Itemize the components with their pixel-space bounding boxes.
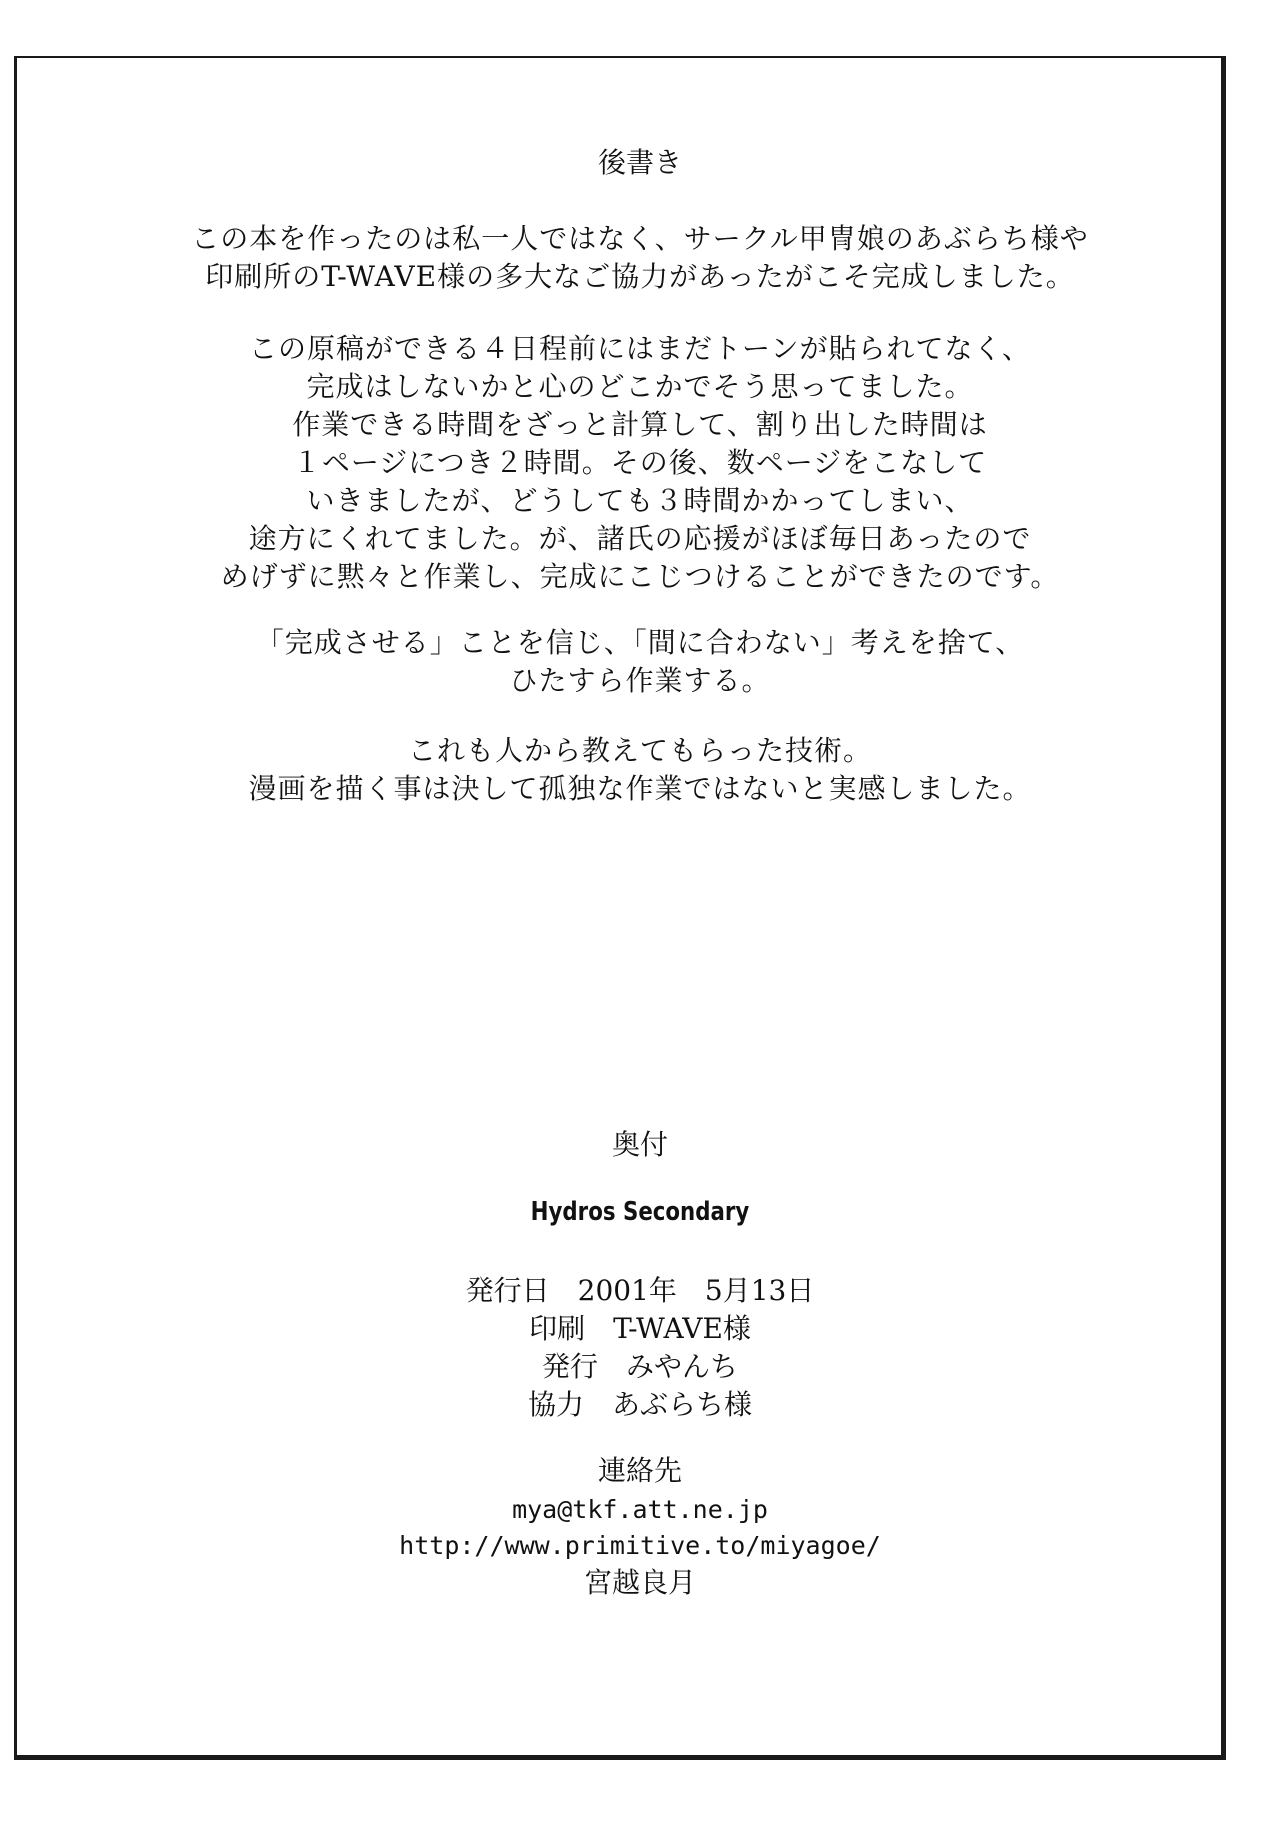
paragraph-line: 印刷所のT-WAVE様の多大なご協力があったがこそ完成しました。 (205, 260, 1075, 293)
paragraph-line: この本を作ったのは私一人ではなく、サークル甲冑娘のあぶらち様や (191, 222, 1089, 255)
paragraph-line: いきましたが、どうしても３時間かかってしまい、 (306, 484, 974, 517)
release-date-line: 発行日 2001年 5月13日 (465, 1274, 815, 1307)
paragraph-line: 完成はしないかと心のどこかでそう思ってました。 (306, 370, 974, 403)
paragraph-line: ひたすら作業する。 (509, 664, 771, 697)
cooperation-line: 協力 あぶらち様 (527, 1388, 752, 1421)
afterword-paragraph-3 (0, 624, 1280, 700)
afterword-paragraph-1 (0, 220, 1280, 296)
book-title-text: Hydros Secondary (530, 1197, 750, 1227)
email-address: mya@tkf.att.ne.jp (512, 1495, 768, 1524)
publisher-line: 発行 みやんち (541, 1350, 738, 1383)
paragraph-line: めげずに黙々と作業し、完成にこじつけることができたのです。 (220, 560, 1060, 593)
paragraph-line: 「完成させる」ことを信じ、「間に合わない」考えを捨て、 (255, 626, 1025, 659)
contact-heading: 連絡先 (597, 1454, 682, 1487)
paragraph-line: この原稿ができる４日程前にはまだトーンが貼られてなく、 (249, 332, 1031, 365)
paragraph-line: １ページにつき２時間。その後、数ページをこなして (292, 446, 988, 479)
book-title (0, 1196, 1280, 1228)
paragraph-line: 作業できる時間をざっと計算して、割り出した時間は (292, 408, 988, 441)
contact-details (0, 1492, 1280, 1564)
paragraph-line: 漫画を描く事は決して孤独な作業ではないと実感しました。 (248, 772, 1032, 805)
paragraph-line: 途方にくれてました。が、諸氏の応援がほぼ毎日あったので (248, 522, 1032, 555)
colophon-details (0, 1272, 1280, 1424)
paragraph-line: これも人から教えてもらった技術。 (407, 734, 872, 767)
afterword-paragraph-2 (0, 330, 1280, 596)
afterword-paragraph-4 (0, 732, 1280, 808)
afterword-heading: 後書き (597, 146, 682, 179)
website-url: http://www.primitive.to/miyagoe/ (399, 1531, 881, 1560)
author-name: 宮越良月 (583, 1566, 696, 1599)
colophon-heading: 奥付 (611, 1128, 668, 1161)
printer-line: 印刷 T-WAVE様 (529, 1312, 751, 1345)
